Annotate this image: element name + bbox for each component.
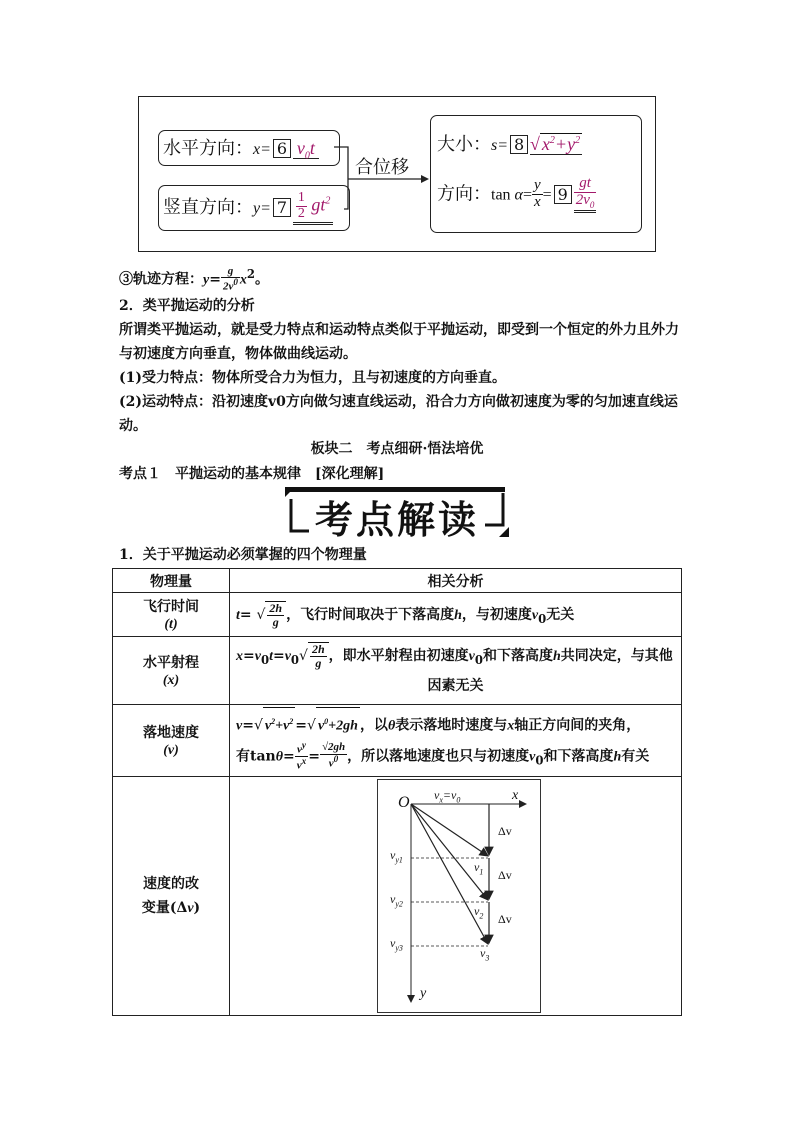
row-name: 飞行时间 (t) (113, 593, 230, 637)
vertical-label: 竖直方向： (163, 197, 253, 218)
delta-v-label: Δv (498, 824, 512, 839)
velocity-change-diagram (377, 779, 541, 1013)
force-feature: (1)受力特点：物体所受合力为恒力，且与初速度的方向垂直。 (119, 370, 506, 386)
vx-label: $v_x=v_0$ (434, 788, 461, 805)
direction-label: 方向： (437, 183, 491, 205)
section2-title: 2．类平抛运动的分析 (119, 298, 255, 314)
delta-v-label: Δv (498, 868, 512, 883)
vertical-box: 竖直方向：y= 7 $\frac{1}{2}$ $gt^2$ (158, 185, 350, 231)
horizontal-box: 水平方向：x= 6 $v_0t$ (158, 130, 340, 166)
trajectory-equation: ③轨迹方程：y= $\frac{g}{2v^0}$ $x^2$。 (119, 264, 270, 293)
magnitude-eq: s= (491, 137, 509, 154)
x-axis-label: x (512, 788, 519, 804)
module-title: 板块二 考点细研·悟法培优 (310, 441, 484, 457)
row-analysis (230, 777, 682, 1016)
y-axis-label: y (420, 986, 427, 1002)
motion-feature: (2)运动特点：沿初速度v0方向做匀速直线运动，沿合力方向做初速度为零的匀加速直线运动。 (119, 394, 678, 434)
delta-v-label: Δv (498, 912, 512, 927)
table-row (113, 637, 682, 705)
horizontal-eq: x= (253, 141, 271, 158)
v3-label: $v_3$ (480, 946, 490, 963)
vy3-label: $v_{y3}$ (390, 936, 403, 953)
origin-label: O (398, 794, 410, 812)
v2-label: $v_2$ (474, 904, 484, 921)
kaodian-title: 考点１ 平抛运动的基本规律 [深化理解] (119, 466, 385, 482)
blank-7: 7 (273, 198, 291, 217)
row-name: 落地速度 (v) (113, 705, 230, 777)
table-row (113, 777, 682, 1016)
vy1-label: $v_{y1}$ (390, 848, 403, 865)
direction-row: 方向：tan α= $\frac{y}{x}$ = 9 $\frac{gt}{2v_0}$ (437, 176, 596, 213)
row-analysis: $x=v_0t=v_0√$ $\frac{2h}{g}$ ，即水平射程由初速度$v_0$和下落高度h共同决定，与其他 因素无关 (230, 637, 682, 705)
list-title: 1．关于平抛运动必须掌握的四个物理量 (119, 547, 367, 563)
combine-label: 合位移 (355, 157, 409, 178)
vertical-eq: y= (253, 200, 271, 217)
blank-8: 8 (510, 135, 528, 154)
displacement-diagram (138, 96, 656, 252)
table-row (113, 705, 682, 777)
table-header-row (113, 569, 682, 593)
row-analysis: v=√ $v^2+v^2$ =√ $v^0+2gh$ ，以θ表示落地时速度与x轴正方向间的夹角， 有tanθ= $\frac{v^y}{v^x}$ = $\frac{√2gh}{v^0}$ ，所以落地速度也只与初速度$v_0$和下落高度h有关 (230, 705, 682, 777)
kaodian-banner (285, 487, 509, 542)
row-analysis: t= √ $\frac{2h}{g}$ ，飞行时间取决于下落高度h，与初速度$v_0$无关 (230, 593, 682, 637)
horizontal-label: 水平方向： (163, 138, 253, 159)
header-analysis: 相关分析 (230, 569, 682, 593)
v1-label: $v_1$ (474, 860, 484, 877)
section2-paragraph: 所谓类平抛运动，就是受力特点和运动特点类似于平抛运动，即受到一个恒定的外力且外力与初速度方向垂直，物体做曲线运动。 (119, 322, 679, 362)
row-name: 水平射程 (x) (113, 637, 230, 705)
result-box (430, 115, 642, 233)
banner-text: 考点解读 (314, 497, 479, 542)
magnitude-label: 大小： (437, 134, 491, 155)
magnitude-row: 大小：s= 8 √ $x^2+y^2$ (437, 134, 581, 155)
vy2-label: $v_{y2}$ (390, 892, 403, 909)
row-name: 速度的改 变量(Δv) (113, 777, 230, 1016)
header-quantity: 物理量 (113, 569, 230, 593)
physics-quantity-table (112, 568, 682, 1016)
blank-6: 6 (273, 139, 291, 158)
table-row (113, 593, 682, 637)
blank-9: 9 (554, 185, 572, 204)
